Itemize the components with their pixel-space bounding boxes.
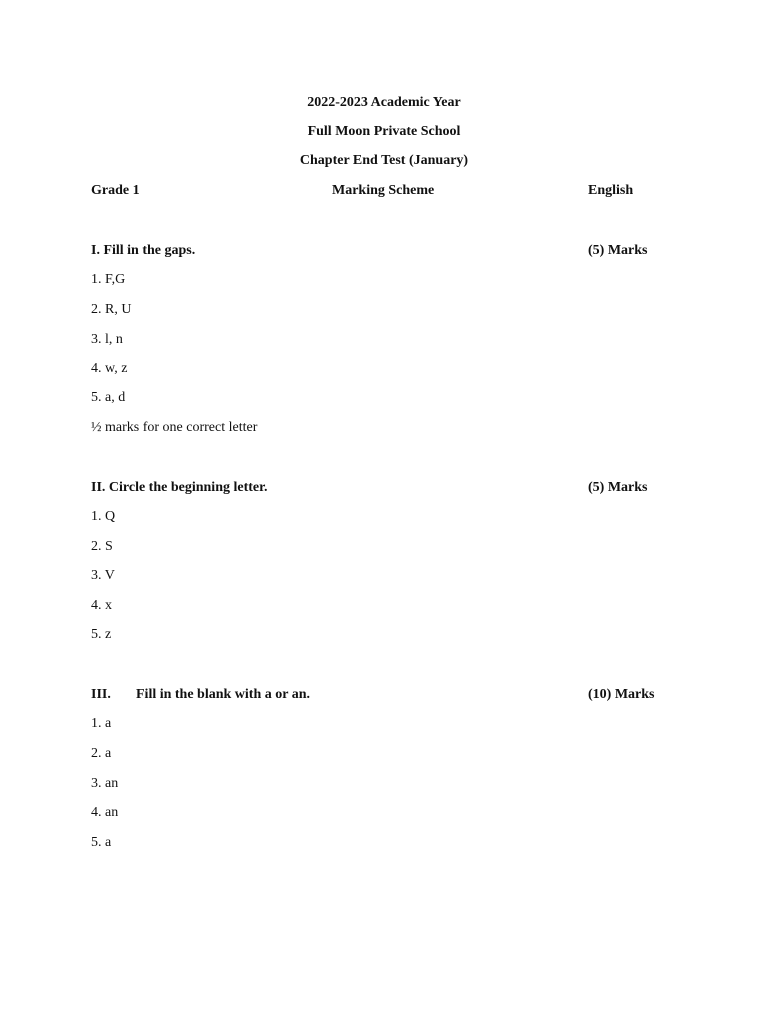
section-1-answer: 5. a, d: [91, 390, 126, 405]
section-1-answer: 2. R, U: [91, 302, 132, 317]
section-1-answer: 1. F,G: [91, 272, 126, 287]
section-1-answer: 4. w, z: [91, 361, 128, 376]
section-2-answer: 3. V: [91, 568, 115, 583]
section-3-title-row: [91, 686, 310, 704]
grade-label: Grade 1: [91, 183, 140, 198]
section-3-marks: (10) Marks: [588, 687, 655, 702]
test-title: Chapter End Test (January): [299, 153, 469, 168]
section-3-answer: 3. an: [91, 776, 119, 791]
section-1-answer: 3. l, n: [91, 332, 123, 347]
section-2-title: II. Circle the beginning letter.: [91, 480, 268, 495]
section-3-answer: 2. a: [91, 746, 112, 761]
section-3-answer: 4. an: [91, 805, 119, 820]
section-3-title: Fill in the blank with a or an.: [136, 687, 311, 702]
section-1-note: ½ marks for one correct letter: [91, 420, 258, 435]
section-3-number: III.: [91, 687, 111, 702]
section-2-marks: (5) Marks: [588, 480, 648, 495]
section-1-marks: (5) Marks: [588, 243, 648, 258]
section-2-answer: 4. x: [91, 598, 112, 613]
subject-label: English: [588, 183, 634, 198]
section-2-answer: 2. S: [91, 539, 113, 554]
document-type: Marking Scheme: [332, 183, 435, 198]
section-2-answer: 5. z: [91, 627, 112, 642]
section-3-answer: 5. a: [91, 835, 112, 850]
academic-year: 2022-2023 Academic Year: [307, 95, 461, 110]
section-2-answer: 1. Q: [91, 509, 116, 524]
section-1-title: I. Fill in the gaps.: [91, 243, 196, 258]
school-name: Full Moon Private School: [307, 124, 461, 139]
section-3-answer: 1. a: [91, 716, 112, 731]
